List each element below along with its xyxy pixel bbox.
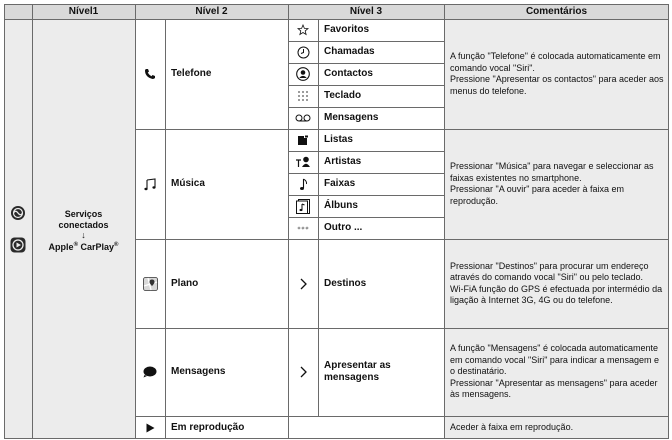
- comment-musica: [444, 129, 669, 239]
- chevron-right-icon: [288, 239, 318, 328]
- star-outline-icon: [288, 19, 318, 41]
- border-col3: [288, 4, 289, 439]
- reg-mark-1: ®: [73, 242, 78, 248]
- voicemail-icon: [288, 107, 318, 129]
- music-note-icon: [135, 129, 165, 239]
- note-icon: [288, 173, 318, 195]
- comment-mensagens: [444, 328, 669, 416]
- border-col4: [444, 4, 445, 439]
- chevron-right-icon: [288, 328, 318, 416]
- border-left: [4, 4, 5, 439]
- item-listas[interactable]: Listas: [318, 129, 444, 151]
- map-icon: [135, 239, 165, 328]
- item-teclado[interactable]: Teclado: [318, 85, 444, 107]
- keypad-dots-icon: [288, 85, 318, 107]
- menu-table: [4, 4, 669, 439]
- artist-icon: [288, 151, 318, 173]
- down-arrow: ↓: [81, 230, 86, 240]
- border-bottom: [4, 438, 669, 439]
- border-sub: [288, 85, 444, 86]
- nivel2-telefone[interactable]: Telefone: [165, 19, 288, 129]
- border-header: [4, 19, 669, 20]
- header-nivel1: Nível1: [32, 4, 135, 19]
- item-contactos[interactable]: Contactos: [318, 63, 444, 85]
- item-outro[interactable]: Outro ...: [318, 217, 444, 239]
- brand-carplay: CarPlay: [77, 242, 115, 252]
- services-line1: Serviços: [64, 209, 103, 219]
- services-label: [32, 209, 135, 253]
- comment-telefone: [444, 19, 669, 129]
- border-sub: [288, 151, 444, 152]
- comment-reproducao: [444, 416, 669, 439]
- border-row-musica: [135, 129, 669, 130]
- comment-plano: [444, 239, 669, 328]
- header-comentarios: Comentários: [444, 4, 669, 19]
- item-chamadas[interactable]: Chamadas: [318, 41, 444, 63]
- level1-services-column: [32, 19, 135, 439]
- border-sub: [288, 107, 444, 108]
- border-col1: [32, 4, 33, 439]
- border-icon-sep-2: [165, 19, 166, 439]
- border-sub: [288, 173, 444, 174]
- border-row-mensagens: [135, 328, 669, 329]
- item-favoritos[interactable]: Favoritos: [318, 19, 444, 41]
- border-col2: [135, 4, 136, 439]
- level1-icon-column: [4, 19, 32, 439]
- comment-telefone-text: A função "Telefone" é colocada automaticamente em comando vocal "Siri". Pressione "Apresentar os contactos" para aceder aos menus do telefone.: [450, 51, 664, 96]
- item-albuns[interactable]: Álbuns: [318, 195, 444, 217]
- apple-carplay-label: [32, 240, 135, 253]
- nivel3-empty: [288, 416, 444, 439]
- play-triangle-icon: [135, 416, 165, 439]
- comment-mensagens-text: A função "Mensagens" é colocada automaticamente em comando vocal "Siri" para indicar a mensagem e o destinatário. Pressionar "Apresentar as mensagens" para aceder às mensagens.: [450, 343, 659, 400]
- border-right: [668, 4, 669, 439]
- services-line2: conectados: [58, 220, 109, 230]
- clock-icon: [288, 41, 318, 63]
- border-top: [4, 4, 669, 5]
- border-icon-sep-3: [318, 19, 319, 416]
- item-destinos[interactable]: Destinos: [318, 239, 444, 328]
- nivel2-plano[interactable]: Plano: [165, 239, 288, 328]
- header-nivel2: Nível 2: [135, 4, 288, 19]
- border-sub: [288, 195, 444, 196]
- header-blank: [4, 4, 32, 19]
- item-mensagens[interactable]: Mensagens: [318, 107, 444, 129]
- header-nivel3: Nível 3: [288, 4, 444, 19]
- playlist-icon: [288, 129, 318, 151]
- nivel2-em-reproducao[interactable]: Em reprodução: [165, 416, 288, 439]
- border-row-reproducao: [135, 416, 669, 417]
- item-faixas[interactable]: Faixas: [318, 173, 444, 195]
- nivel2-musica[interactable]: Música: [165, 129, 288, 239]
- reg-mark-2: ®: [114, 242, 119, 248]
- border-sub: [288, 41, 444, 42]
- album-icon: [288, 195, 318, 217]
- item-artistas[interactable]: Artistas: [318, 151, 444, 173]
- comment-musica-text: Pressionar "Música" para navegar e seleccionar as faixas existentes no smartphone. Pressionar "A ouvir" para aceder à faixa em reprodução.: [450, 161, 654, 206]
- siri-icon: [10, 205, 26, 221]
- border-sub: [288, 63, 444, 64]
- more-dots-icon: [288, 217, 318, 239]
- comment-plano-text: Pressionar "Destinos" para procurar um endereço através do comando vocal "Siri" ou pelo teclado. Wi-FiA função do GPS é efectuada por intermédio da ligação à Internet 3G, 4G ou do telefone.: [450, 260, 663, 305]
- contact-person-icon: [288, 63, 318, 85]
- carplay-play-icon: [10, 237, 26, 253]
- border-sub: [288, 217, 444, 218]
- brand-apple: Apple: [48, 242, 74, 252]
- phone-handset-icon: [135, 19, 165, 129]
- nivel2-mensagens[interactable]: Mensagens: [165, 328, 288, 416]
- border-row-plano: [135, 239, 669, 240]
- comment-reproducao-text: Aceder à faixa em reprodução.: [450, 421, 574, 432]
- item-apresentar-mensagens[interactable]: Apresentar as mensagens: [318, 328, 444, 416]
- speech-bubble-icon: [135, 328, 165, 416]
